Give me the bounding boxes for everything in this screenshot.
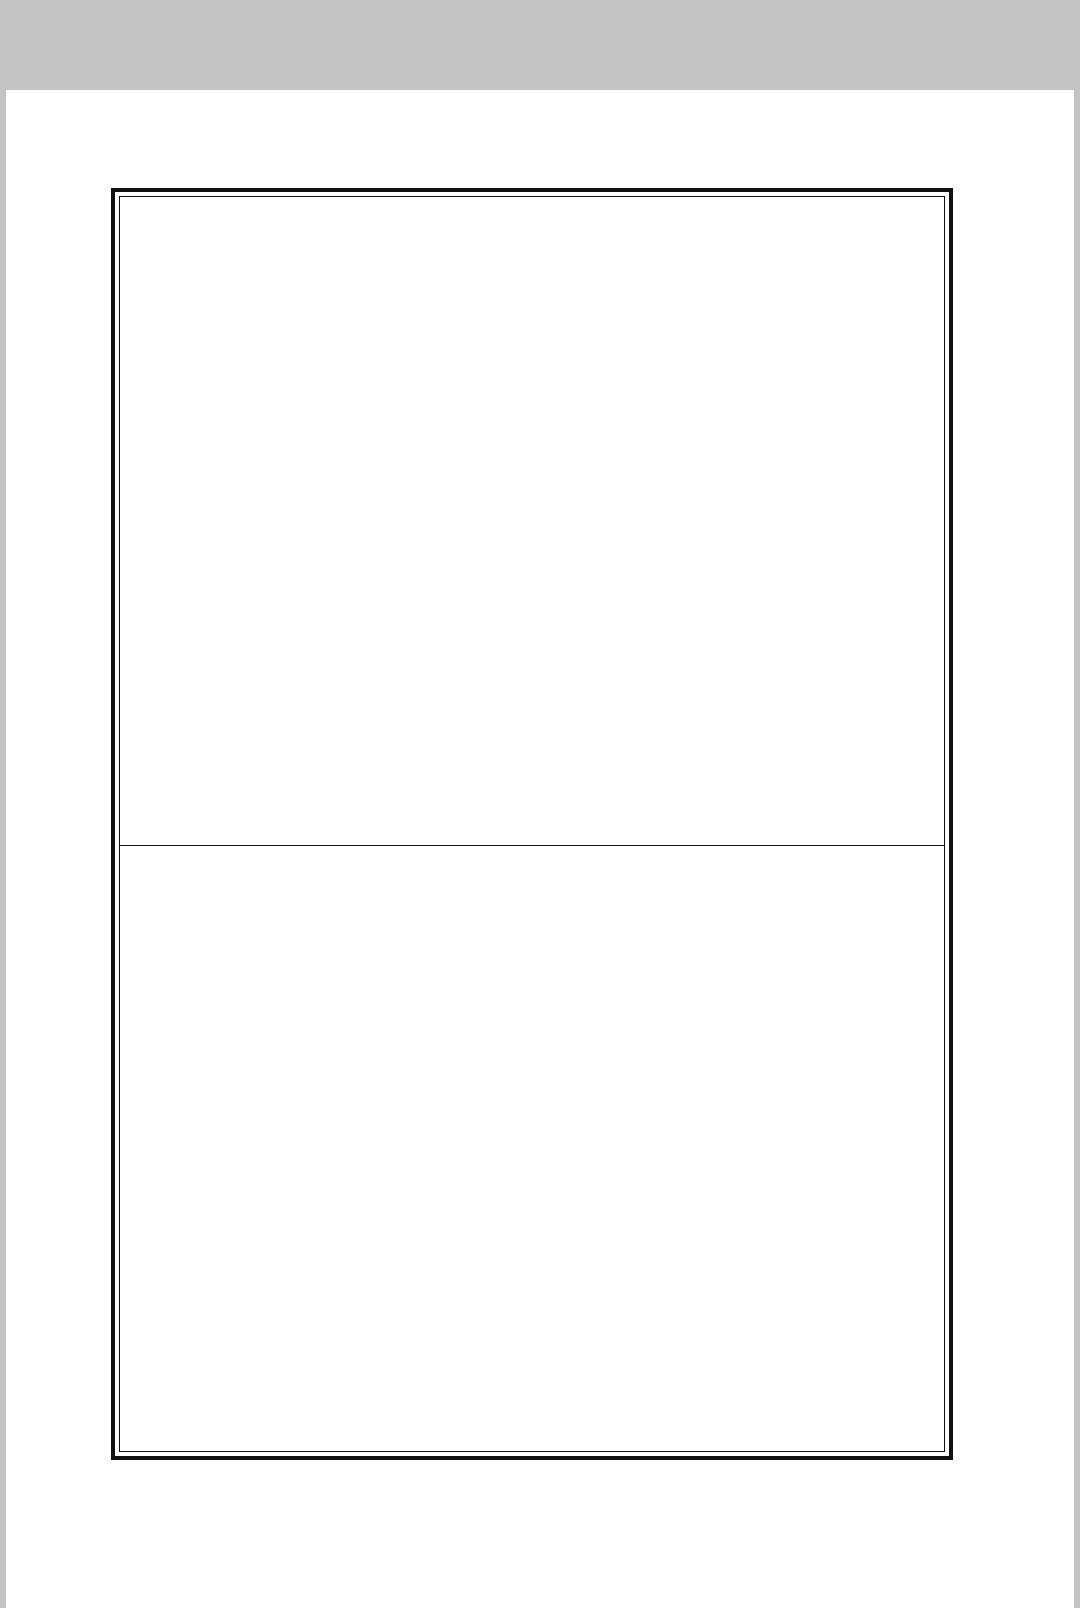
page-frame xyxy=(111,188,953,1460)
toc-top-section xyxy=(130,207,940,837)
section-divider xyxy=(120,845,944,846)
toc-bottom-section xyxy=(130,857,940,1453)
book-page xyxy=(6,90,1074,1608)
page-frame-inner xyxy=(119,196,945,1452)
